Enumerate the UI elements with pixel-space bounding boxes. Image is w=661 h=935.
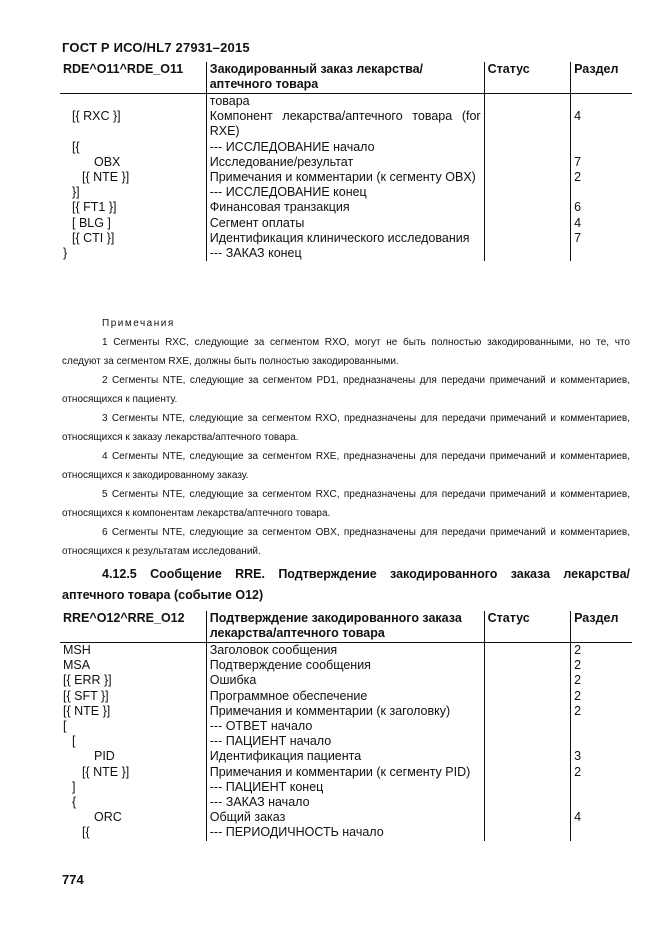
status-cell <box>484 765 570 780</box>
table-header-row <box>60 62 632 94</box>
section-cell <box>571 719 632 734</box>
note-item: 4 Сегменты NTE, следующие за сегментом RXE, предназначены для передачи примечаний и комментариев, относящихся к закодированному заказу. <box>62 451 630 481</box>
table-row <box>60 200 632 215</box>
notes-block <box>62 314 630 561</box>
segment-cell: [{ <box>82 825 90 840</box>
status-cell <box>484 810 570 825</box>
segment-cell: [{ RXC }] <box>72 109 121 124</box>
col-header-message: RDE^O11^RDE_O11 <box>60 62 206 94</box>
description-cell: --- ЗАКАЗ конец <box>206 246 484 261</box>
col-header-description: Закодированный заказ лекарства/аптечного товара <box>206 62 484 94</box>
segment-cell: MSA <box>63 658 91 673</box>
segment-cell: ] <box>72 779 76 794</box>
status-cell <box>484 643 570 659</box>
section-cell: 2 <box>571 643 632 659</box>
status-cell <box>484 795 570 810</box>
status-cell <box>484 155 571 170</box>
table-row <box>60 780 632 795</box>
segment-cell: [{ NTE }] <box>82 764 130 779</box>
col-header-status: Статус <box>484 62 571 94</box>
description-cell: Компонент лекарства/аптечного товара (for RXE) <box>206 109 484 139</box>
section-cell <box>571 825 632 840</box>
description-cell: Программное обеспечение <box>206 689 484 704</box>
status-cell <box>484 200 571 215</box>
status-cell <box>484 825 570 840</box>
status-cell <box>484 673 570 688</box>
table-row <box>60 825 632 840</box>
segment-cell: PID <box>94 749 115 764</box>
status-cell <box>484 170 571 185</box>
description-cell: --- ОТВЕТ начало <box>206 719 484 734</box>
note-item: 5 Сегменты NTE, следующие за сегментом RXC, предназначены для передачи примечаний и комментариев, относящихся к компонентам лекарства/аптечного товара. <box>62 489 630 519</box>
description-cell: Сегмент оплаты <box>206 216 484 231</box>
description-cell: --- ИССЛЕДОВАНИЕ конец <box>206 185 484 200</box>
page-number: 774 <box>62 872 84 887</box>
table-row <box>60 109 632 139</box>
description-cell: Подтверждение сообщения <box>206 658 484 673</box>
description-cell: --- ПЕРИОДИЧНОСТЬ начало <box>206 825 484 840</box>
note-item: 6 Сегменты NTE, следующие за сегментом OBX, предназначены для передачи примечаний и комментариев, относящихся к результатам исследований. <box>62 527 630 557</box>
status-cell <box>484 749 570 764</box>
section-cell <box>571 185 632 200</box>
note-item: 3 Сегменты NTE, следующие за сегментом RXO, предназначены для передачи примечаний и комментариев, относящихся к заказу лекарства/аптечного товара. <box>62 413 630 443</box>
segment-table-rre <box>60 611 632 841</box>
section-cell: 4 <box>571 810 632 825</box>
segment-cell: MSH <box>63 643 91 657</box>
document-header: ГОСТ Р ИСО/HL7 27931–2015 <box>62 40 250 55</box>
segment-cell: [{ NTE }] <box>63 703 111 718</box>
section-cell <box>571 795 632 810</box>
status-cell <box>484 734 570 749</box>
section-cell: 4 <box>571 109 632 139</box>
segment-cell: ORC <box>94 810 122 825</box>
status-cell <box>484 140 571 155</box>
section-cell <box>571 140 632 155</box>
status-cell <box>484 689 570 704</box>
section-cell: 2 <box>571 689 632 704</box>
table-row <box>60 94 632 110</box>
note-item: 1 Сегменты RXC, следующие за сегментом RXO, могут не быть полностью закодированными, но те, что следуют за сегментом RXE, должны быть полностью закодированными. <box>62 337 630 367</box>
table-row <box>60 231 632 246</box>
description-cell: Примечания и комментарии (к заголовку) <box>206 704 484 719</box>
section-cell: 4 <box>571 216 632 231</box>
status-cell <box>484 704 570 719</box>
description-cell: Ошибка <box>206 673 484 688</box>
section-cell <box>571 780 632 795</box>
segment-table-rde <box>60 62 632 261</box>
section-heading: 4.12.5 Сообщение RRE. Подтверждение закодированного заказа лекарства/аптечного товара (событие O12) <box>62 567 630 602</box>
notes-heading: Примечания <box>102 318 175 329</box>
section-cell <box>571 734 632 749</box>
status-cell <box>484 780 570 795</box>
section-cell: 2 <box>571 170 632 185</box>
description-cell: Идентификация пациента <box>206 749 484 764</box>
section-cell: 2 <box>571 658 632 673</box>
description-cell: Заголовок сообщения <box>206 643 484 659</box>
table-row <box>60 246 632 261</box>
section-cell <box>571 246 632 261</box>
status-cell <box>484 216 571 231</box>
table-row <box>60 185 632 200</box>
section-cell: 2 <box>571 673 632 688</box>
description-cell: --- ИССЛЕДОВАНИЕ начало <box>206 140 484 155</box>
section-cell: 7 <box>571 155 632 170</box>
segment-cell: }] <box>72 185 80 200</box>
segment-cell: } <box>63 246 68 261</box>
description-cell: Идентификация клинического исследования <box>206 231 484 246</box>
table-row <box>60 810 632 825</box>
segment-cell: [{ ERR }] <box>63 673 112 688</box>
col-header-description: Подтверждение закодированного заказа лекарства/аптечного товара <box>206 611 484 643</box>
section-cell: 2 <box>571 704 632 719</box>
description-cell: Примечания и комментарии (к сегменту PID) <box>206 765 484 780</box>
description-cell: Общий заказ <box>206 810 484 825</box>
table-row <box>60 689 632 704</box>
table-row <box>60 719 632 734</box>
segment-cell: [{ CTI }] <box>72 230 115 245</box>
status-cell <box>484 185 571 200</box>
col-header-section: Раздел <box>571 611 632 643</box>
section-cell: 3 <box>571 749 632 764</box>
table-row <box>60 155 632 170</box>
segment-cell: [{ SFT }] <box>63 688 109 703</box>
table-row <box>60 673 632 688</box>
status-cell <box>484 94 571 110</box>
description-cell: --- ПАЦИЕНТ начало <box>206 734 484 749</box>
section-cell: 7 <box>571 231 632 246</box>
segment-cell <box>60 94 206 110</box>
table-header-row <box>60 611 632 643</box>
description-cell: --- ПАЦИЕНТ конец <box>206 780 484 795</box>
segment-cell: [ <box>63 719 67 734</box>
segment-cell: [{ <box>72 139 80 154</box>
table-row <box>60 795 632 810</box>
note-item: 2 Сегменты NTE, следующие за сегментом PD1, предназначены для передачи примечаний и комментариев, относящихся к пациенту. <box>62 375 630 405</box>
status-cell <box>484 719 570 734</box>
segment-cell: OBX <box>94 154 121 169</box>
segment-cell: [{ FT1 }] <box>72 200 117 215</box>
description-cell: товара <box>206 94 484 110</box>
col-header-section: Раздел <box>571 62 632 94</box>
table-row <box>60 658 632 673</box>
table-row <box>60 170 632 185</box>
description-cell: --- ЗАКАЗ начало <box>206 795 484 810</box>
status-cell <box>484 246 571 261</box>
segment-cell: [ BLG ] <box>72 215 111 230</box>
description-cell: Примечания и комментарии (к сегменту OBX) <box>206 170 484 185</box>
table-row <box>60 704 632 719</box>
table-row <box>60 765 632 780</box>
table-row <box>60 749 632 764</box>
section-cell: 6 <box>571 200 632 215</box>
table-row <box>60 734 632 749</box>
status-cell <box>484 231 571 246</box>
col-header-message: RRE^O12^RRE_O12 <box>60 611 206 643</box>
table-row <box>60 216 632 231</box>
segment-cell: [{ NTE }] <box>82 170 130 185</box>
description-cell: Финансовая транзакция <box>206 200 484 215</box>
description-cell: Исследование/результат <box>206 155 484 170</box>
section-cell: 2 <box>571 765 632 780</box>
table-row <box>60 643 632 659</box>
segment-cell: { <box>72 795 77 810</box>
status-cell <box>484 658 570 673</box>
table-row <box>60 140 632 155</box>
section-cell <box>571 94 632 110</box>
segment-cell: [ <box>72 734 76 749</box>
status-cell <box>484 109 571 139</box>
col-header-status: Статус <box>484 611 570 643</box>
